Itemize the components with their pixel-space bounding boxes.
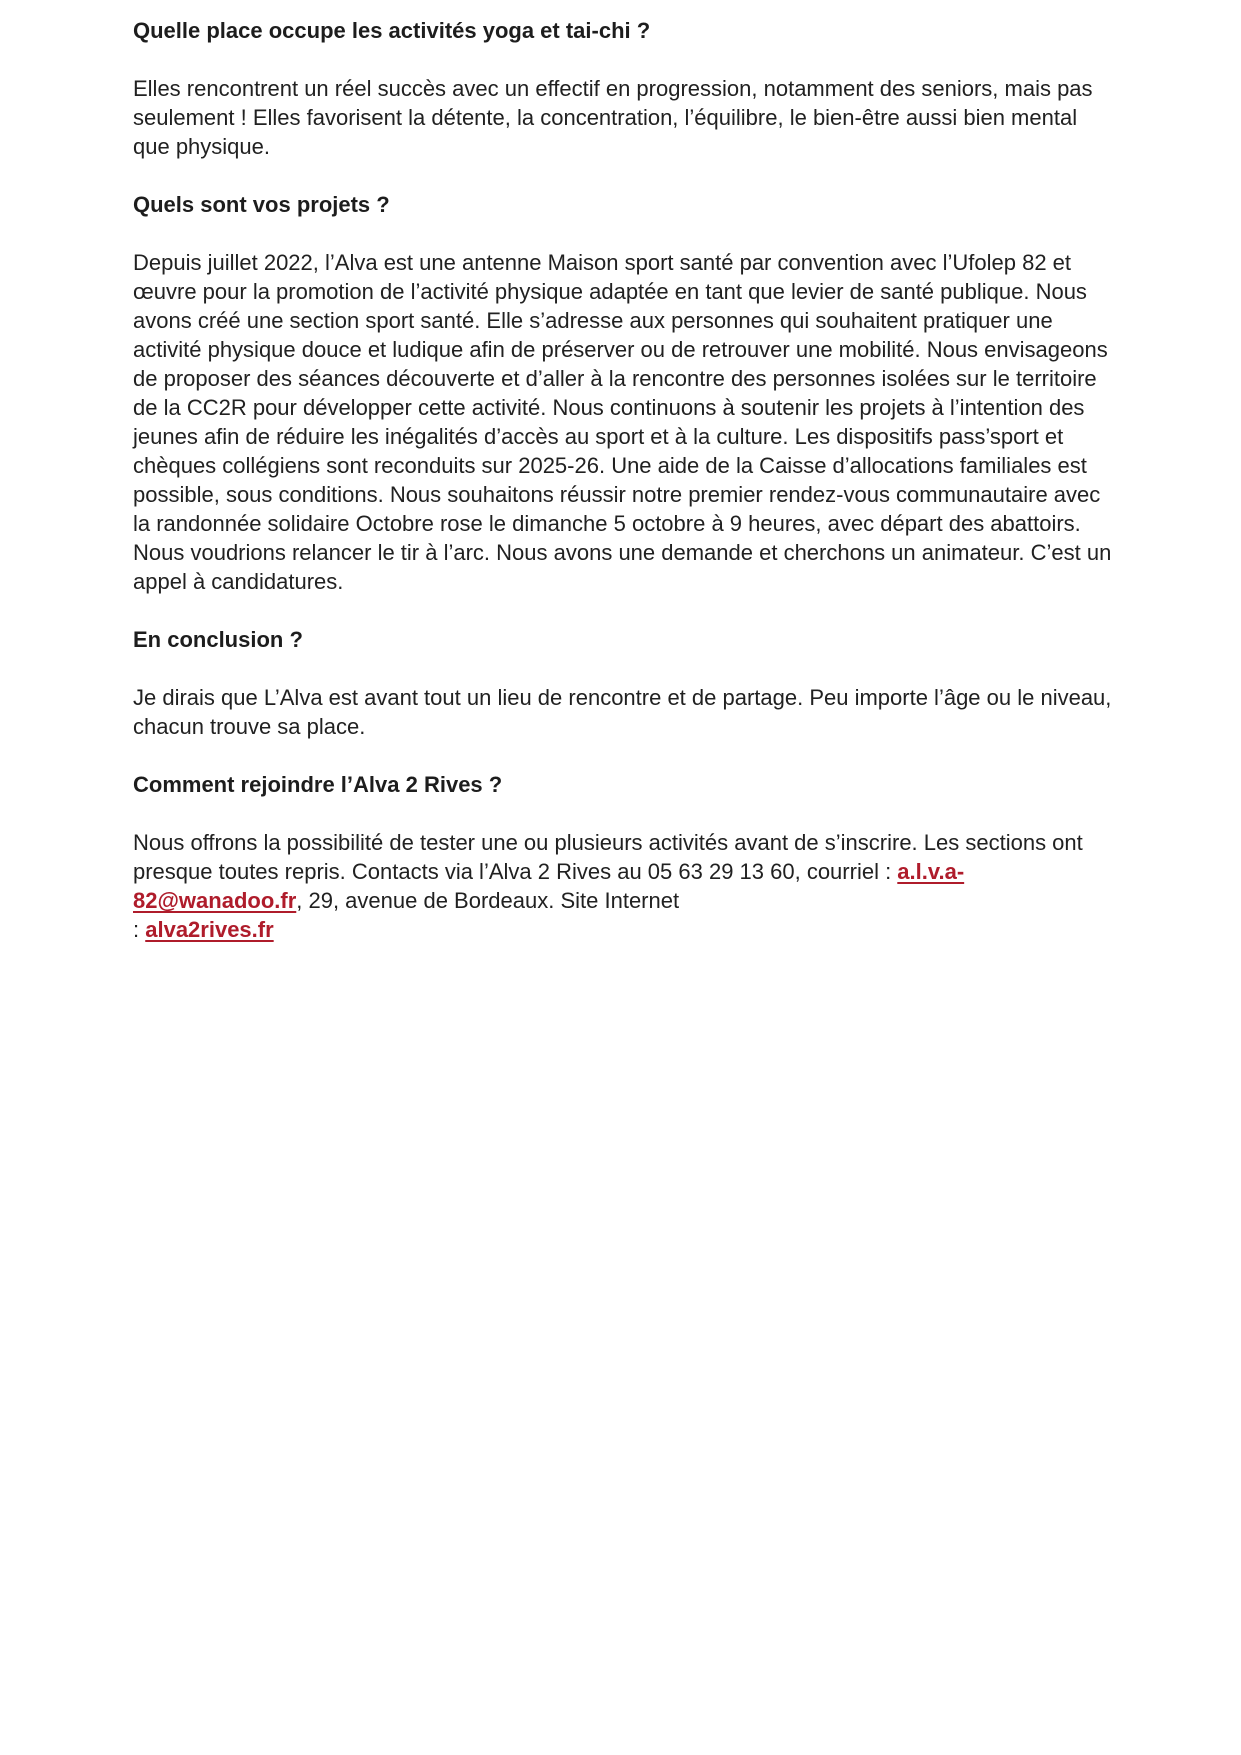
answer-paragraph-conclusion: Je dirais que L’Alva est avant tout un lieu de rencontre et de partage. Peu importe l’âge ou le niveau, chacun trouve sa place. <box>133 685 1112 739</box>
paragraph-text: Nous offrons la possibilité de tester une ou plusieurs activités avant de s’inscrire. Les sections ont presque toutes repris. Contacts via l’Alva 2 Rives au 05 63 29 13 60, courriel : <box>133 830 1083 884</box>
paragraph-text: , 29, avenue de Bordeaux. Site Internet <box>296 888 680 913</box>
answer-paragraph-projets: Depuis juillet 2022, l’Alva est une antenne Maison sport santé par convention avec l’Ufolep 82 et œuvre pour la promotion de l’activité physique adaptée en tant que levier de santé publique. Nous avons créé une section sport santé. Elle s’adresse aux personnes qui souhaitent pratiquer une activité physique douce et ludique afin de préserver ou de retrouver une mobilité. Nous envisageons de proposer des séances découverte et d’aller à la rencontre des personnes isolées sur le territoire de la CC2R pour développer cette activité. Nous continuons à soutenir les projets à l’intention des jeunes afin de réduire les inégalités d’accès au sport et à la culture. Les dispositifs pass’sport et chèques collégiens sont reconduits sur 2025-26. Une aide de la Caisse d’allocations familiales est possible, sous conditions. Nous souhaitons réussir notre premier rendez-vous communautaire avec la randonnée solidaire Octobre rose le dimanche 5 octobre à 9 heures, avec départ des abattoirs. Nous voudrions relancer le tir à l’arc. Nous avons une demande et cherchons un animateur. C’est un appel à candidatures. <box>133 250 1112 594</box>
question-heading-projets: Quels sont vos projets ? <box>133 192 390 217</box>
answer-paragraph-yoga-taichi: Elles rencontrent un réel succès avec un effectif en progression, notamment des seniors, mais pas seulement ! Elles favorisent la détente, la concentration, l’équilibre, le bien-être aussi bien mental que physique. <box>133 76 1093 159</box>
email-link[interactable]: a.l.v.a-82@wanadoo.fr <box>133 859 965 913</box>
question-heading-conclusion: En conclusion ? <box>133 627 303 652</box>
document-content <box>133 16 1113 973</box>
website-link[interactable]: alva2rives.fr <box>145 917 274 942</box>
question-heading-yoga-taichi: Quelle place occupe les activités yoga et tai-chi ? <box>133 18 651 43</box>
question-heading-rejoindre: Comment rejoindre l’Alva 2 Rives ? <box>133 772 503 797</box>
paragraph-text: : <box>133 917 146 942</box>
answer-paragraph-contact <box>133 828 1113 944</box>
